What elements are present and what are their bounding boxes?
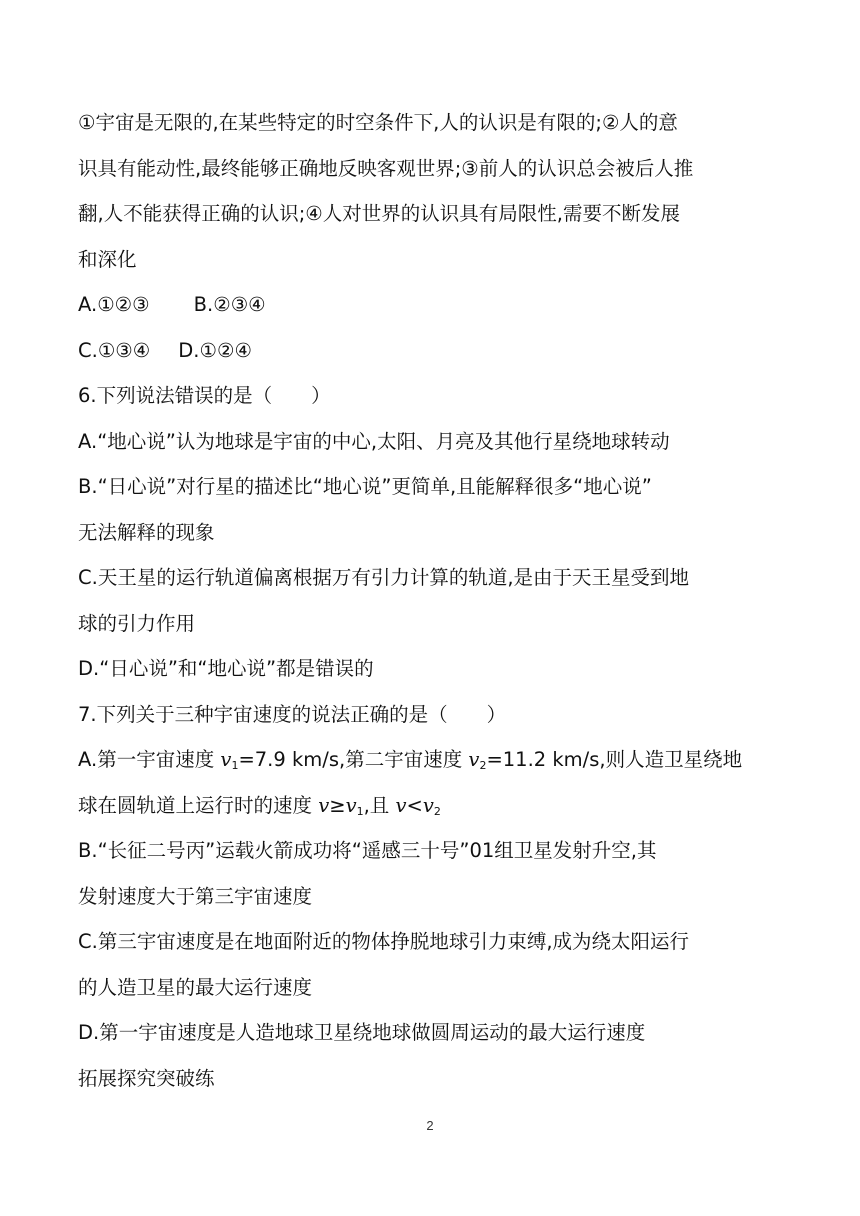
q7-a-text: =11.2 km/s,则人造卫星绕地 [486,748,743,771]
var-v: v [422,793,434,817]
geq-symbol: ≥ [329,793,346,817]
q5-stem-line-4: 和深化 [78,247,137,271]
q5-options-row-2 [78,339,790,363]
lt-symbol: < [406,793,423,817]
q7-option-c-line-1: C.第三宇宙速度是在地面附近的物体挣脱地球引力束缚,成为绕太阳运行 [78,930,690,953]
q5-option-b: B.②③④ [193,293,266,316]
subscript: 1 [356,804,364,818]
q7-stem: 7.下列关于三种宇宙速度的说法正确的是（ ） [78,702,507,726]
subscript: 1 [231,759,239,772]
q5-option-d: D.①②④ [178,338,252,362]
q7-option-a-line-1 [78,748,790,772]
q6-option-c-line-2: 球的引力作用 [78,611,196,635]
q7-option-a-line-2 [78,794,790,818]
q5-option-a: A.①②③ [78,293,150,316]
subscript: 2 [479,759,487,772]
q6-option-b-line-2: 无法解释的现象 [78,520,215,544]
page-number: 2 [426,1118,434,1133]
q5-stem-line-3: 翻,人不能获得正确的认识;④人对世界的认识具有局限性,需要不断发展 [78,202,680,225]
q7-option-b-line-1: B.“长征二号丙”运载火箭成功将“遥感三十号”01组卫星发射升空,其 [78,839,657,862]
q7-option-c-line-2: 的人造卫星的最大运行速度 [78,975,313,999]
q5-stem-line-2: 识具有能动性,最终能够正确地反映客观世界;③前人的认识总会被后人推 [78,156,694,180]
var-v: v [468,748,480,771]
q6-option-c-line-1: C.天王星的运行轨道偏离根据万有引力计算的轨道,是由于天王星受到地 [78,566,690,589]
q6-option-a: A.“地心说”认为地球是宇宙的中心,太阳、月亮及其他行星绕地球转动 [78,429,670,453]
var-v: v [395,793,407,817]
var-v: v [220,748,232,771]
document-body [78,111,790,1112]
q6-option-d: D.“日心说”和“地心说”都是错误的 [78,657,374,680]
q5-stem-line-1: ①宇宙是无限的,在某些特定的时空条件下,人的认识是有限的;②人的意 [78,111,678,134]
var-v: v [345,793,357,817]
subscript: 2 [433,804,441,818]
q7-a-text: =7.9 km/s,第二宇宙速度 [238,748,469,771]
q6-option-b-line-1: B.“日心说”对行星的描述比“地心说”更简单,且能解释很多“地心说” [78,475,652,498]
q7-option-d: D.第一宇宙速度是人造地球卫星绕地球做圆周运动的最大运行速度 [78,1021,646,1044]
q5-option-c: C.①③④ [78,338,151,362]
section-title: 拓展探究突破练 [78,1066,215,1090]
q7-a-text: 球在圆轨道上运行时的速度 [78,793,319,817]
q7-option-b-line-2: 发射速度大于第三宇宙速度 [78,884,313,908]
q7-a-text: ,且 [363,793,396,817]
q7-a-text: A.第一宇宙速度 [78,748,221,771]
q5-options-row-1 [78,293,790,317]
q6-stem: 6.下列说法错误的是（ ） [78,384,331,407]
var-v: v [318,793,330,817]
